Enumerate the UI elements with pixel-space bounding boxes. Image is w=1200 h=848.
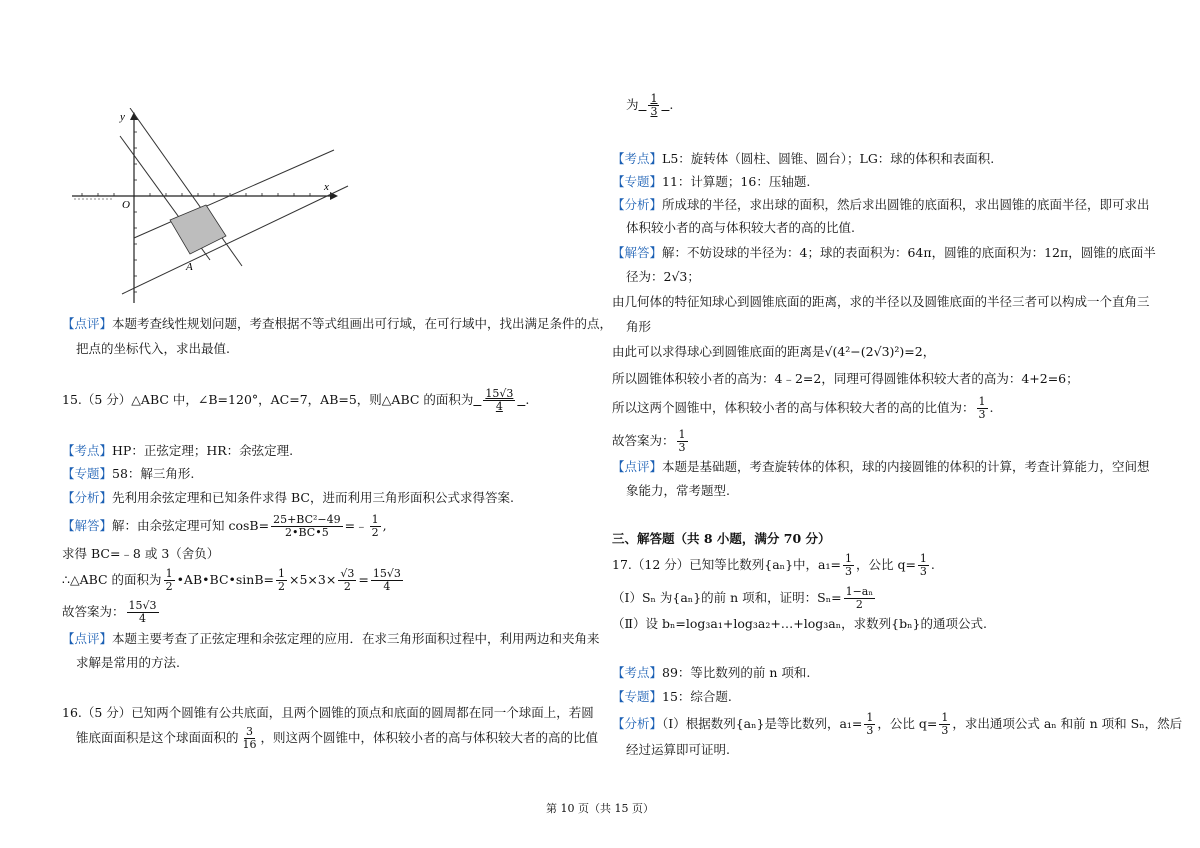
q16-answer: 为 $\frac{1}{3}$ . xyxy=(626,92,674,118)
section-3-title: 三、解答题（共 8 小题，满分 70 分） xyxy=(612,531,831,546)
q16-dianping-cont: 象能力，常考题型. xyxy=(626,483,730,498)
q17-part-ii: （Ⅱ）设 bₙ=log₃a₁+log₃a₂+…+log₃aₙ，求数列{bₙ}的通项公式. xyxy=(612,616,987,631)
constraint-line-3 xyxy=(134,150,334,238)
q15-final: 故答案为： $\frac{15√3}{4}$ xyxy=(62,599,157,625)
feasible-region xyxy=(170,205,226,254)
q15-zhuanti: 【专题】58：解三角形. xyxy=(62,466,195,481)
q17-kaodian: 【考点】89：等比数列的前 n 项和. xyxy=(612,665,811,680)
q17-zhuanti: 【专题】15：综合题. xyxy=(612,689,732,704)
p14-dianping-cont: 把点的坐标代入，求出最值. xyxy=(76,341,230,356)
q15-jieda: 【解答】解：由余弦定理可知 cosB= $\frac{\text{25+BC²−49}}{2•BC•5}$ =﹣ $\frac{1}{2}$ , xyxy=(62,513,387,539)
q16-jieda-7: 所以这两个圆锥中，体积较小者的高与体积较大者的高的比值为： $\frac{1}{3}$ . xyxy=(612,395,994,421)
q16-fenxi: 【分析】所成球的半径，求出球的面积，然后求出圆锥的底面积，求出圆锥的底面半径，即可求出 xyxy=(612,197,1150,212)
q16-fenxi-cont: 体积较小者的高与体积较大者的高的比值. xyxy=(626,220,855,235)
q16-jieda-2: 径为：2√3； xyxy=(626,269,700,284)
linear-programming-graph xyxy=(62,108,352,308)
q15-bc: 求得 BC=﹣8 或 3（舍负） xyxy=(62,546,220,561)
q16-stem-2: 锥底面面积是这个球面面积的 $\frac{3}{16}$ ，则这两个圆锥中，体积较小者的高与体积较大者的高的比值 xyxy=(76,725,599,751)
q16-zhuanti: 【专题】11：计算题；16：压轴题. xyxy=(612,174,811,189)
q16-jieda-3: 由几何体的特征知球心到圆锥底面的距离，求的半径以及圆锥底面的半径三者可以构成一个直角三 xyxy=(612,294,1150,309)
q15-dianping: 【点评】本题主要考查了正弦定理和余弦定理的应用．在求三角形面积过程中，利用两边和夹角来 xyxy=(62,631,600,646)
q16-stem-1: 16.（5 分）已知两个圆锥有公共底面，且两个圆锥的顶点和底面的圆周都在同一个球面上，若圆 xyxy=(62,705,594,720)
q17-fenxi: 【分析】（Ⅰ）根据数列{aₙ}是等比数列，a₁= $\frac{1}{3}$ ，公比 q= $\frac{1}{3}$ ，求出通项公式 aₙ 和前 n 项和 Sₙ，然后 xyxy=(612,711,1183,737)
q16-dianping: 【点评】本题是基础题，考查旋转体的体积，球的内接圆锥的体积的计算，考查计算能力，空间想 xyxy=(612,459,1150,474)
q17-part-i: （Ⅰ）Sₙ 为{aₙ}的前 n 项和，证明：Sₙ= $\frac{\text{1−aₙ}}{2}$ xyxy=(612,585,874,611)
q16-jieda-4: 角形 xyxy=(626,319,652,334)
q15-kaodian: 【考点】HP：正弦定理；HR：余弦定理. xyxy=(62,443,294,458)
origin-label: O xyxy=(122,199,130,211)
q15-stem: 15.（5 分）△ABC 中，∠B=120°，AC=7，AB=5，则△ABC 的面积为 $\frac{15√3}{4}$ . xyxy=(62,387,530,413)
q16-jieda: 【解答】解：不妨设球的半径为：4；球的表面积为：64π，圆锥的底面积为：12π，圆锥的底面半 xyxy=(612,245,1156,260)
constraint-line-4 xyxy=(122,186,348,294)
q17-fenxi-cont: 经过运算即可证明. xyxy=(626,742,730,757)
q17-stem: 17.（12 分）已知等比数列{aₙ}中，a₁= $\frac{1}{3}$ ，公比 q= $\frac{1}{3}$ . xyxy=(612,552,935,578)
x-axis-label: x xyxy=(324,181,329,193)
q16-kaodian: 【考点】L5：旋转体（圆柱、圆锥、圆台）；LG：球的体积和表面积. xyxy=(612,151,995,166)
cos-value-fraction: $\frac{1}{2}$ xyxy=(371,513,379,539)
cos-fraction: $\frac{\text{25+BC²−49}}{2•BC•5}$ xyxy=(273,513,341,539)
q16-jieda-5: 由此可以求得球心到圆锥底面的距离是√(4²−(2√3)²)=2， xyxy=(612,344,936,359)
q16-jieda-6: 所以圆锥体积较小者的高为：4﹣2=2，同理可得圆锥体积较大者的高为：4+2=6； xyxy=(612,371,1079,386)
p14-dianping: 【点评】本题考查线性规划问题，考查根据不等式组画出可行域，在可行域中，找出满足条件的点， xyxy=(62,316,613,331)
page-footer: 第 10 页（共 15 页） xyxy=(546,802,654,815)
q15-fenxi: 【分析】先利用余弦定理和已知条件求得 BC，进而利用三角形面积公式求得答案. xyxy=(62,490,514,505)
q15-dianping-cont: 求解是常用的方法. xyxy=(76,655,180,670)
q15-area: ∴△ABC 的面积为 $\frac{1}{2}$ •AB•BC•sinB= $\frac{1}{2}$ ×5×3× $\frac{√3}{2}$ = $\frac{15√3}{4}$ xyxy=(62,567,401,593)
q16-final: 故答案为： $\frac{1}{3}$ xyxy=(612,428,686,454)
point-a-label: A xyxy=(186,261,193,273)
y-axis-label: y xyxy=(120,111,125,123)
q15-answer-fraction: $\frac{15√3}{4}$ xyxy=(485,387,514,413)
